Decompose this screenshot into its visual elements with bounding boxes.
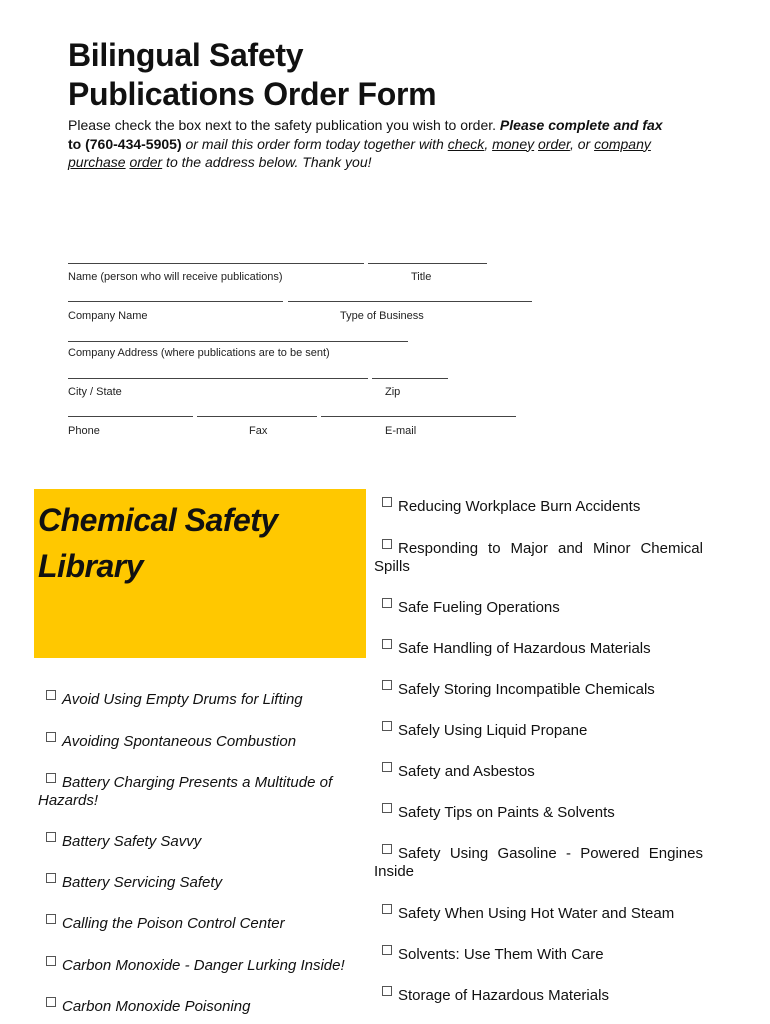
library-title	[38, 497, 278, 589]
checkbox[interactable]	[382, 639, 392, 649]
intro-text-1: Please check the box next to the safety publication you wish to order.	[68, 117, 497, 133]
item-label: Carbon Monoxide - Danger Lurking Inside!	[62, 957, 345, 974]
intro-text-2: Please complete and fax	[496, 117, 663, 133]
page-title	[68, 36, 436, 114]
checkbox[interactable]	[46, 873, 56, 883]
checkbox[interactable]	[382, 986, 392, 996]
publication-item[interactable]	[382, 598, 560, 617]
checkbox[interactable]	[382, 803, 392, 813]
item-label: Safely Using Liquid Propane	[398, 722, 588, 739]
address-label: Company Address (where publications are to be sent)	[68, 347, 330, 359]
publication-item[interactable]	[382, 721, 587, 740]
checkbox[interactable]	[382, 721, 392, 731]
title-field-line[interactable]	[368, 263, 487, 264]
publication-item[interactable]	[46, 914, 285, 933]
publication-item[interactable]	[374, 844, 703, 881]
word-company: company	[594, 135, 651, 152]
checkbox[interactable]	[46, 732, 56, 742]
word-order: order	[538, 135, 570, 152]
publication-item[interactable]	[382, 904, 674, 923]
item-label: Solvents: Use Them With Care	[398, 946, 604, 963]
publication-item[interactable]	[46, 832, 201, 851]
checkbox[interactable]	[382, 904, 392, 914]
item-label: Safety and Asbestos	[398, 763, 535, 780]
city-state-field-line[interactable]	[68, 378, 368, 379]
publication-item[interactable]	[374, 539, 703, 576]
item-label: Safely Storing Incompatible Chemicals	[398, 681, 655, 698]
zip-field-line[interactable]	[372, 378, 448, 379]
email-label: E-mail	[385, 425, 417, 437]
checkbox[interactable]	[46, 997, 56, 1007]
publication-item[interactable]	[46, 873, 222, 892]
title-label: Title	[411, 271, 432, 283]
business-type-field-line[interactable]	[288, 301, 532, 302]
title-line-1: Bilingual Safety	[68, 37, 304, 73]
item-label: Avoiding Spontaneous Combustion	[62, 733, 297, 750]
item-label: Storage of Hazardous Materials	[398, 987, 609, 1004]
checkbox[interactable]	[46, 832, 56, 842]
address-field-line[interactable]	[68, 341, 408, 342]
library-title-line-2: Library	[38, 548, 143, 584]
phone-label: Phone	[68, 425, 100, 437]
phone-field-line[interactable]	[68, 416, 193, 417]
checkbox[interactable]	[382, 945, 392, 955]
item-label: Avoid Using Empty Drums for Lifting	[62, 691, 303, 708]
publication-item[interactable]	[46, 956, 345, 975]
item-label: Safety When Using Hot Water and Steam	[398, 905, 675, 922]
item-label: Battery Safety Savvy	[62, 833, 202, 850]
publication-item[interactable]	[46, 997, 250, 1016]
item-label: Battery Servicing Safety	[62, 874, 223, 891]
zip-label: Zip	[385, 386, 401, 398]
checkbox[interactable]	[46, 956, 56, 966]
email-field-line[interactable]	[321, 416, 516, 417]
item-label: Safe Handling of Hazardous Materials	[398, 640, 651, 657]
intro-paragraph	[68, 116, 708, 172]
checkbox[interactable]	[46, 690, 56, 700]
item-label: Safe Fueling Operations	[398, 599, 560, 616]
publication-item[interactable]	[382, 803, 615, 822]
word-money: money	[492, 135, 535, 152]
word-purchase: purchase	[68, 154, 126, 170]
checkbox[interactable]	[46, 914, 56, 924]
item-label: Carbon Monoxide Poisoning	[62, 998, 251, 1015]
name-field-line[interactable]	[68, 263, 364, 264]
checkbox[interactable]	[382, 844, 392, 854]
item-label: Safety Tips on Paints & Solvents	[398, 804, 615, 821]
publication-item[interactable]	[382, 639, 651, 658]
checkbox[interactable]	[382, 680, 392, 690]
checkbox[interactable]	[382, 598, 392, 608]
publication-item[interactable]	[382, 497, 640, 516]
item-label: Battery Charging Presents a Multitude of Hazards!	[38, 774, 333, 809]
name-label: Name (person who will receive publications)	[68, 271, 283, 283]
fax-number: to (760-434-5905)	[68, 135, 182, 152]
word-check: check	[447, 135, 485, 152]
item-label: Responding to Major and Minor Chemical Spills	[374, 540, 703, 575]
intro-text-4: or mail this order form today together with	[181, 135, 448, 152]
sep: ,	[484, 135, 493, 152]
intro-text-5: to the address below. Thank you!	[162, 154, 372, 170]
word-order-2: order	[129, 154, 163, 170]
company-name-field-line[interactable]	[68, 301, 283, 302]
publication-item[interactable]	[46, 690, 303, 709]
checkbox[interactable]	[382, 497, 392, 507]
item-label: Safety Using Gasoline - Powered Engines Inside	[374, 845, 703, 880]
sep: , or	[569, 135, 595, 152]
city-state-label: City / State	[68, 386, 122, 398]
publication-item[interactable]	[38, 773, 340, 810]
business-type-label: Type of Business	[340, 310, 424, 322]
publication-item[interactable]	[46, 732, 296, 751]
title-line-2: Publications Order Form	[68, 76, 437, 112]
item-label: Calling the Poison Control Center	[62, 915, 285, 932]
publication-item[interactable]	[382, 762, 535, 781]
library-title-line-1: Chemical Safety	[38, 502, 278, 538]
item-label: Reducing Workplace Burn Accidents	[398, 498, 641, 515]
publication-item[interactable]	[382, 945, 604, 964]
fax-field-line[interactable]	[197, 416, 317, 417]
publication-item[interactable]	[382, 680, 655, 699]
company-name-label: Company Name	[68, 310, 148, 322]
publication-item[interactable]	[382, 986, 609, 1005]
checkbox[interactable]	[382, 762, 392, 772]
fax-label: Fax	[249, 425, 268, 437]
checkbox[interactable]	[382, 539, 392, 549]
checkbox[interactable]	[46, 773, 56, 783]
